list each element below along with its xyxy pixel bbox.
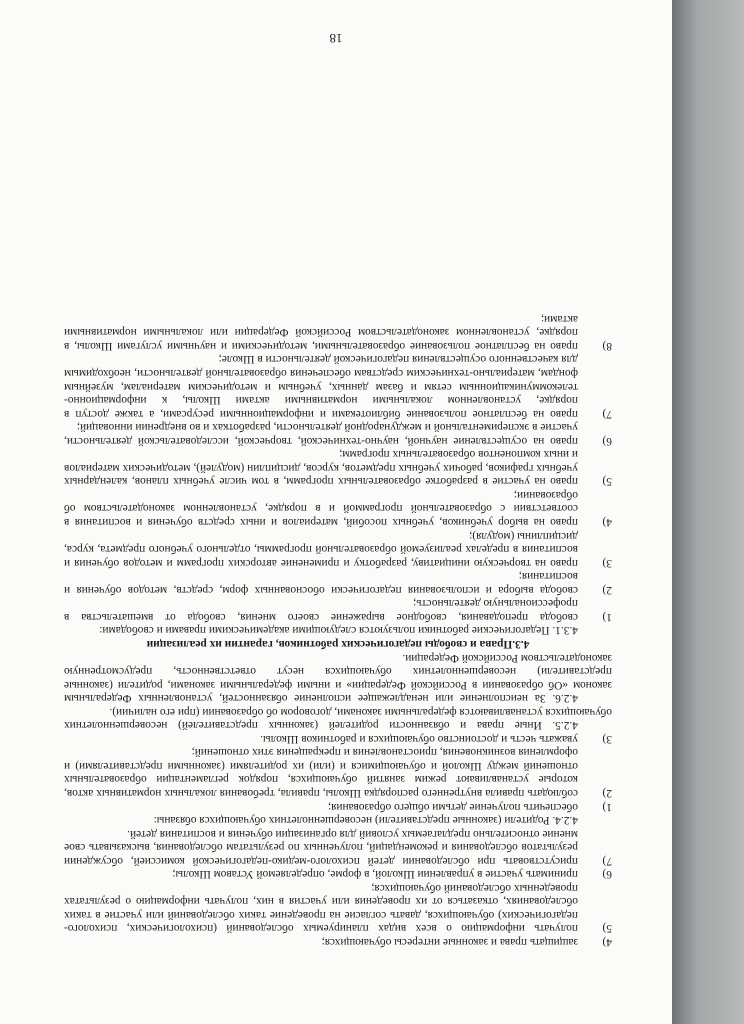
list-item-number: 6) [602, 434, 612, 447]
list-item [64, 745, 612, 799]
list-item [64, 867, 612, 881]
list-item-number: 5) [602, 475, 612, 488]
list-item-number: 3) [602, 556, 612, 569]
paragraph: 4.2.5. Иные права и обязанности родителей (законных представителей) несовершеннолетних обучающихся устанавливаются федеральными законами, договором об образовании (при его наличии). [64, 705, 612, 732]
list-item-number: 4) [602, 936, 612, 948]
paragraph: 4.2.6. За неисполнение или ненадлежащее исполнение обязанностей, установленных Федеральным законом «Об образовании в Российской Федерации» и иными федеральными законами, родители (законные представители) несовершеннолетних обучающихся несут ответственность, предусмотренную законодательством Российской Федерации. [64, 651, 612, 705]
scanner-background [672, 0, 744, 1024]
list-item-text: обеспечить получение детьми общего образования; [327, 800, 578, 813]
list-item-text: право на бесплатное пользование образовательными, методическими и научными услугами Школы, в порядке, установленном законодательством Российской Федерации или локальными нормативными актами; [64, 312, 578, 352]
list-item-number: 1) [602, 610, 612, 623]
section-heading: 4.3.Права и свободы педагогических работников, гарантии их реализации [146, 637, 530, 650]
list-item-text: свобода преподавания, свободное выражение своего мнения, свобода от вмешательства в профессиональную деятельность; [64, 597, 578, 623]
document-text [64, 311, 612, 948]
list-item [64, 880, 612, 934]
list-item-number: 7) [602, 854, 612, 867]
list-item-text: уважать честь и достоинство обучающихся и работников Школы. [260, 732, 578, 745]
list-item-number: 3) [602, 732, 612, 745]
list-item-text: свобода выбора и использования педагогически обоснованных форм, средств, методов обучения и воспитания; [64, 570, 578, 596]
list-item [64, 569, 612, 596]
list-item-number: 4) [602, 516, 612, 529]
list-item [64, 826, 612, 867]
list-item [64, 799, 612, 813]
list-item-number: 2) [602, 786, 612, 799]
list-item-number: 8) [602, 339, 612, 352]
list-item-text: защищать права и законные интересы обучающихся; [321, 936, 578, 948]
list-item-number: 2) [602, 583, 612, 596]
list-item [64, 596, 612, 623]
list-item [64, 731, 612, 745]
list-item-text: право на выбор учебников, учебных пособий, материалов и иных средств обучения и воспитания в соответствии с образовательной программой и в порядке, установленном законодательством об образовании; [64, 488, 578, 529]
list-item-number: 1) [602, 800, 612, 813]
list-item-text: получать информацию о всех видах планируемых обследований (психологических, психолого-педагогических) обучающихся, давать согласие на проведение таких обследований или участие в таких обследованиях, отказаться от их проведения или участия в них, получать информацию о результатах проведенных обследований обучающихся; [64, 881, 578, 935]
list-item [64, 528, 612, 569]
list-item-text: право на участие в разработке образовательных программ, в том числе учебных планов, календарных учебных графиков, рабочих учебных предметов, курсов, дисциплин (модулей), методических материалов и иных компонентов образовательных программ; [64, 448, 578, 488]
list-item [64, 934, 612, 948]
list-item [64, 352, 612, 420]
list-item-text: право на бесплатное пользование библиотеками и информационными ресурсами, а также доступ в порядке, установленном локальными нормативными актами Школы, к информационно-телекоммуникационным сетям и базам данных, учебным и методическим материалам, музейным фондам, материально-техническим средствам обеспечения образовательной деятельности, необходимым для качественного осуществления педагогической деятельности в Школе; [64, 353, 578, 420]
paragraph: 4.3.1. Педагогические работники пользуются следующими академическими правами и свободами: [99, 624, 578, 637]
list-item [64, 447, 612, 488]
list-item-number: 5) [602, 922, 612, 935]
list-item-number: 7) [602, 407, 612, 420]
paragraph: 4.2.4. Родители (законные представители) несовершеннолетних обучающихся обязаны: [153, 814, 578, 827]
list-item [64, 311, 612, 352]
list-item-text: право на осуществление научной, научно-технической, творческой, исследовательской деятельности, участие в экспериментальной и международной деятельности, разработках и во внедрении инноваций; [64, 421, 578, 447]
list-item [64, 487, 612, 528]
list-item-text: присутствовать при обследовании детей психолого-медико-педагогической комиссией, обсуждении результатов обследования и рекомендаций, полученных по результатам обследования, высказывать свое мнение относительно предлагаемых условий для организации обучения и воспитания детей. [64, 827, 578, 867]
list-item-number: 6) [602, 868, 612, 881]
list-item-text: соблюдать правила внутреннего распорядка Школы, правила, требования локальных нормативных актов, которые устанавливают режим занятий обучающихся, порядок регламентации образовательных отношений между Школой и обучающимися и (или) их родителями (законными представителями) и оформления возникновения, приостановления и прекращения этих отношений; [64, 746, 578, 799]
page-number: 18 [329, 31, 343, 46]
list-item-text: принимать участие в управлении Школой, в форме, определяемой Уставом Школы; [172, 868, 578, 881]
list-item-text: право на творческую инициативу, разработку и применение авторских программ и методов обучения и воспитания в пределах реализуемой образовательной программы, отдельного учебного предмета, курса, дисциплины (модуля); [64, 529, 578, 569]
list-item [64, 420, 612, 447]
